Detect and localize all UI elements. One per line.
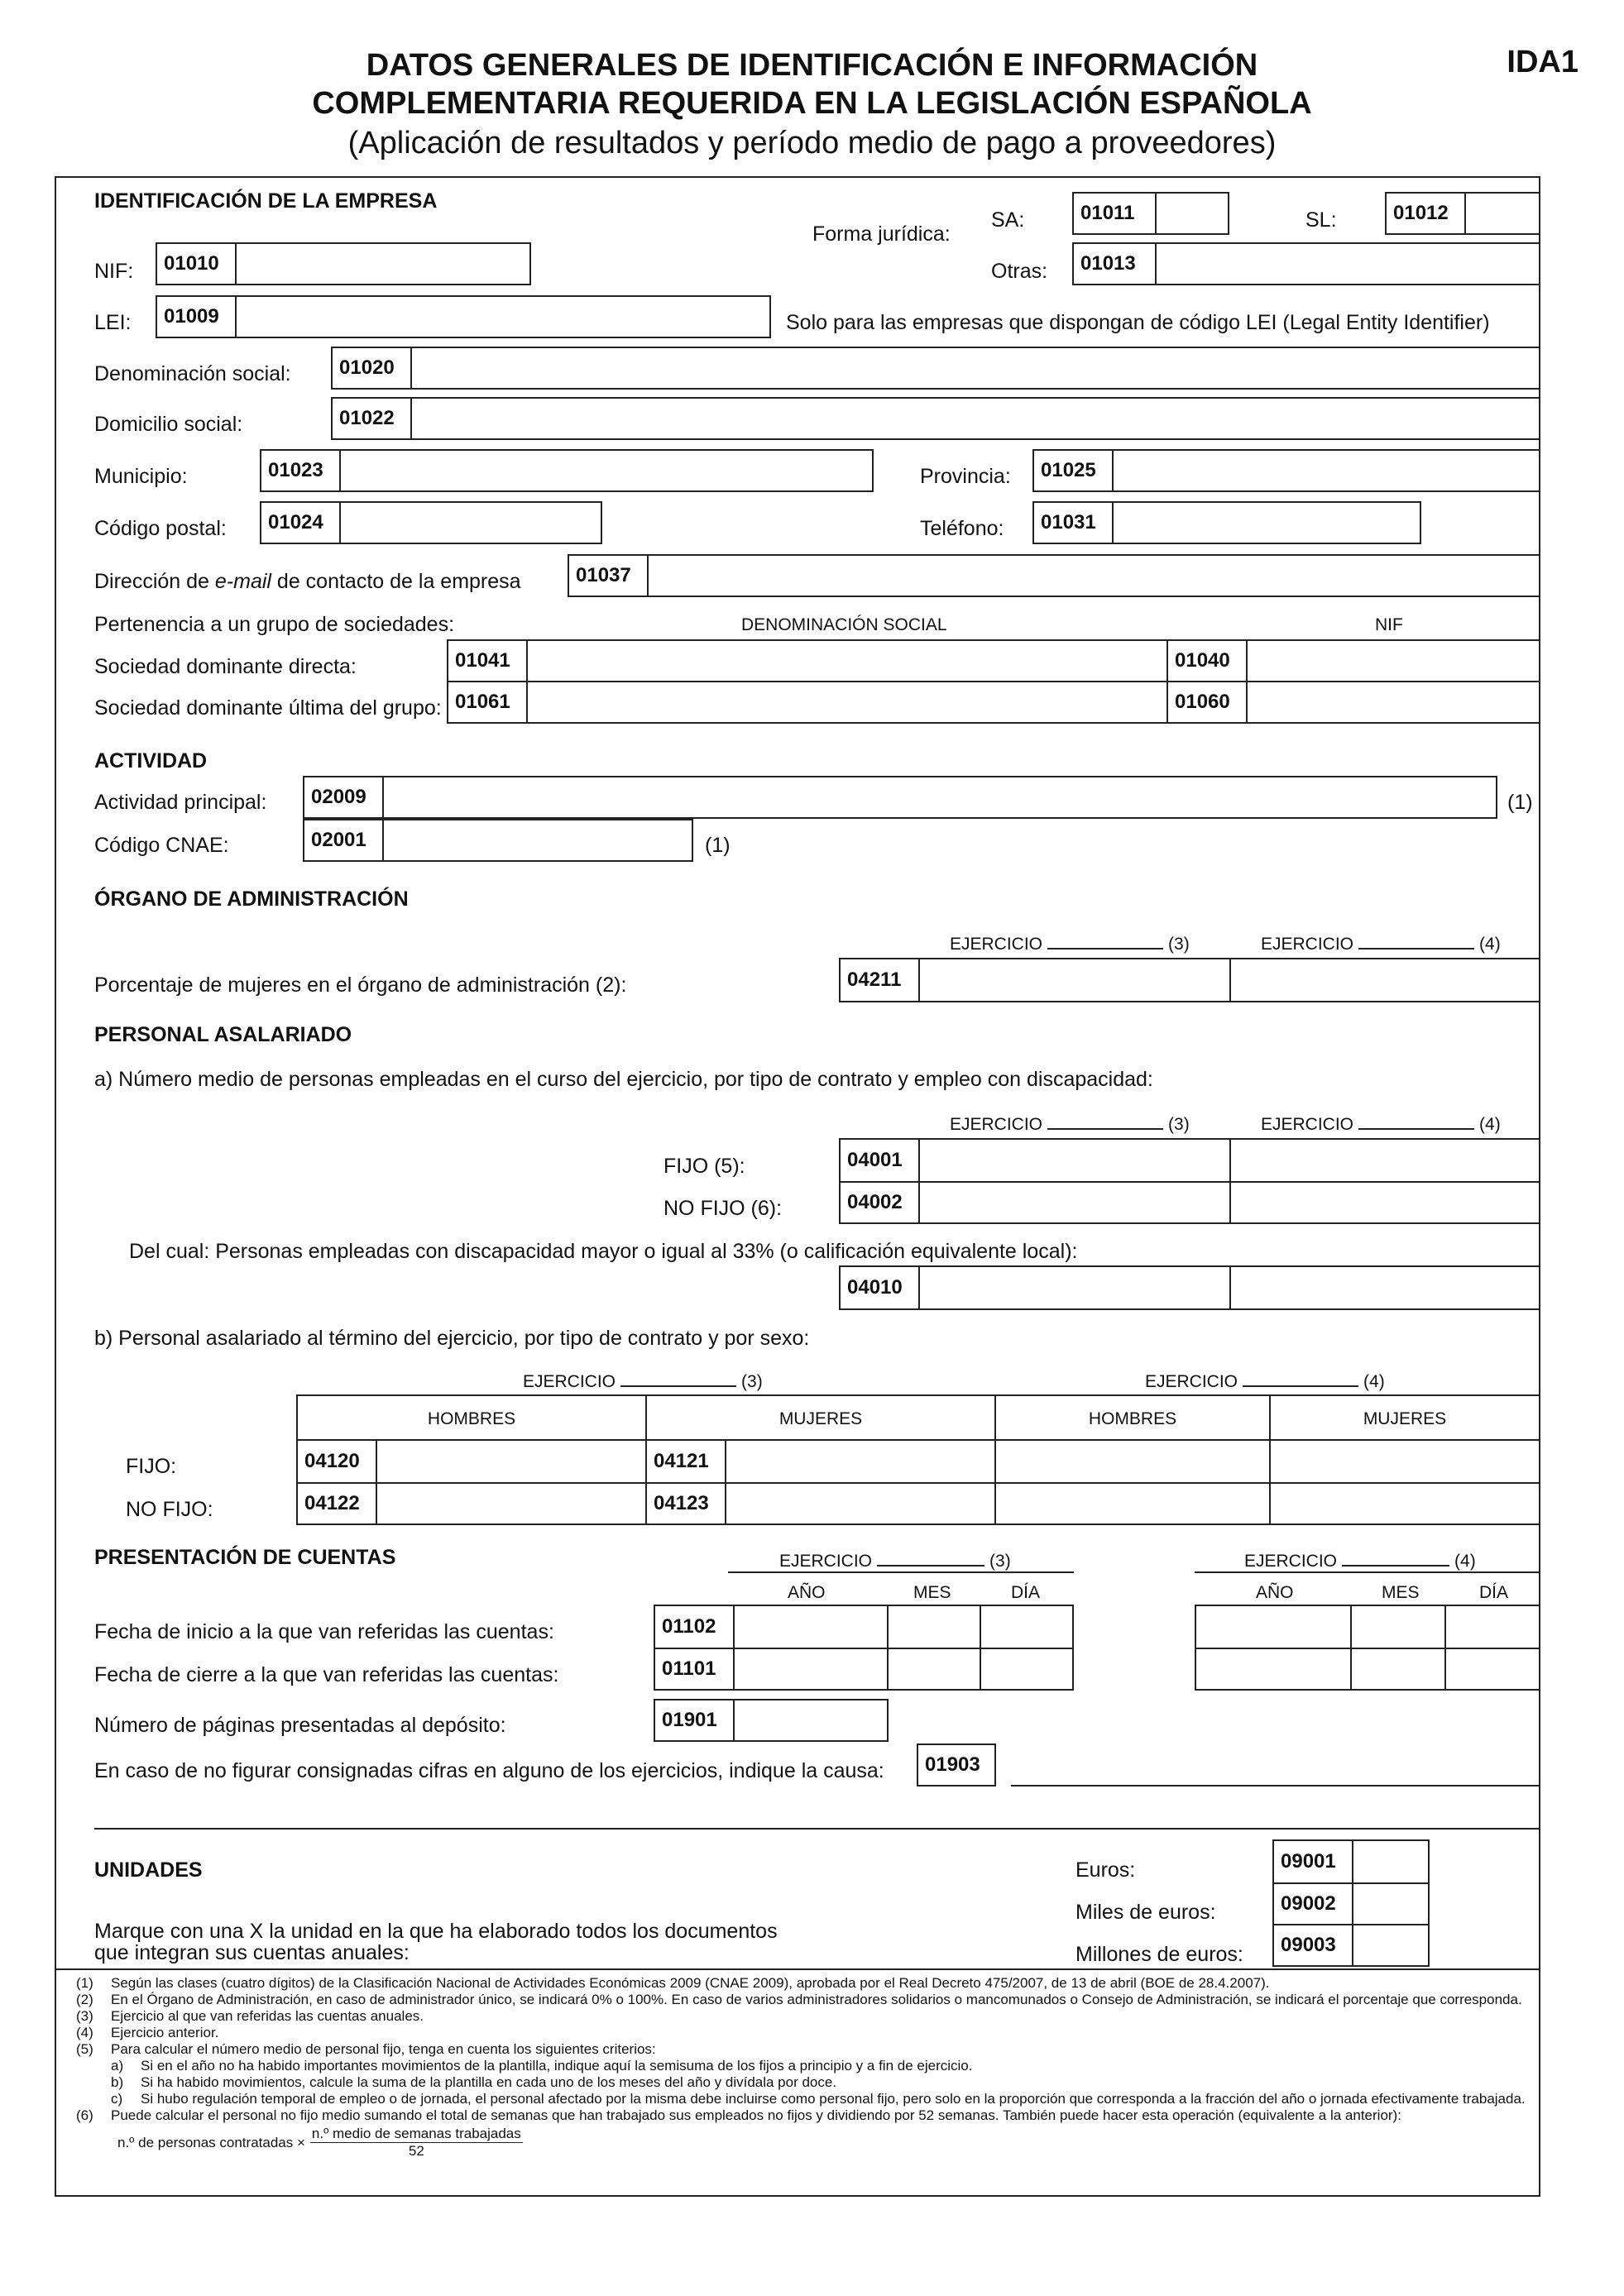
anio-4-header: AÑO — [1256, 1583, 1294, 1602]
nofijo-prev-field[interactable] — [1229, 1181, 1540, 1224]
dominante-directa-nif-code: 01040 — [1168, 641, 1248, 681]
fijo-code: 04001 — [841, 1140, 920, 1181]
euros-field[interactable] — [1272, 1839, 1430, 1884]
form-code: IDA1 — [1507, 45, 1578, 79]
otras-label: Otras: — [991, 260, 1048, 283]
nofijo-mujeres-field[interactable] — [645, 1482, 996, 1525]
lei-label: LEI: — [94, 311, 132, 334]
unidades-instr-line1: Marque con una X la unidad en la que ha elaborado todos los documentos — [94, 1920, 778, 1943]
lei-note: Solo para las empresas que dispongan de código LEI (Legal Entity Identifier) — [786, 311, 1490, 334]
dominante-ultima-nif-field[interactable] — [1167, 681, 1540, 724]
provincia-code: 01025 — [1034, 451, 1114, 490]
personal-ejercicio-4-header: EJERCICIO (4) — [1261, 1115, 1501, 1134]
unidades-instr-line2: que integran sus cuentas anuales: — [94, 1941, 410, 1964]
fecha-cierre-prev-dia-field[interactable] — [1444, 1648, 1540, 1691]
hombres-3-header: HOMBRES — [427, 1409, 516, 1428]
domicilio-field[interactable] — [331, 397, 1540, 440]
dominante-ultima-nif-code: 01060 — [1168, 682, 1248, 722]
miles-label: Miles de euros: — [1075, 1901, 1216, 1924]
codigo-postal-label: Código postal: — [94, 517, 227, 540]
footnote-6: (6) Puede calcular el personal no fijo medio sumando el total de semanas que han trabajado sus empleados no fijos y dividiendo por 52 semanas. También puede hacer esta operación (equivalente a la anterior): — [76, 2107, 1401, 2123]
section-organo: ÓRGANO DE ADMINISTRACIÓN — [94, 887, 409, 911]
actividad-principal-code: 02009 — [304, 777, 384, 817]
denominacion-code: 01020 — [333, 348, 412, 388]
dominante-ultima-code: 01061 — [448, 682, 528, 722]
mujeres-organo-label: Porcentaje de mujeres en el órgano de administración (2): — [94, 973, 627, 997]
lei-code: 01009 — [157, 297, 237, 337]
footnotes — [76, 1975, 1549, 2160]
paginas-code: 01901 — [655, 1700, 735, 1740]
discapacidad-field[interactable] — [839, 1265, 1231, 1310]
mujeres-4-header-cell — [1269, 1394, 1540, 1441]
footnote-5: (5) Para calcular el número medio de personal fijo, tenga en cuenta los siguientes criterios: — [76, 2041, 656, 2057]
nif-code: 01010 — [157, 244, 237, 284]
provincia-label: Provincia: — [920, 465, 1011, 488]
forma-juridica-label: Forma jurídica: — [812, 222, 951, 246]
fecha-inicio-prev-dia-field[interactable] — [1444, 1605, 1540, 1649]
section-divider — [94, 1828, 1540, 1830]
hombres-4-header-cell — [994, 1394, 1271, 1441]
section-identificacion: IDENTIFICACIÓN DE LA EMPRESA — [94, 189, 438, 213]
telefono-field[interactable] — [1032, 501, 1421, 544]
discapacidad-code: 04010 — [841, 1267, 920, 1308]
sl-label: SL: — [1305, 208, 1337, 232]
codigo-postal-code: 01024 — [261, 503, 341, 543]
dominante-directa-field[interactable] — [447, 639, 1168, 682]
presentacion-ej4-rule — [1195, 1571, 1540, 1573]
cnae-ref: (1) — [705, 834, 731, 857]
causa-code-box — [917, 1744, 996, 1787]
nofijo-hombres-code: 04122 — [298, 1484, 377, 1523]
sexo-ejercicio-4-header: EJERCICIO (4) — [1145, 1372, 1385, 1391]
fecha-cierre-mes-field[interactable] — [887, 1648, 981, 1691]
codigo-postal-field[interactable] — [260, 501, 602, 544]
actividad-principal-label: Actividad principal: — [94, 791, 267, 814]
email-label: Dirección de e-mail de contacto de la empresa — [94, 570, 521, 593]
nif-label: NIF: — [94, 260, 134, 283]
fecha-cierre-anio-field[interactable] — [654, 1648, 889, 1691]
telefono-label: Teléfono: — [920, 517, 1004, 540]
nofijo-hombres-field[interactable] — [296, 1482, 647, 1525]
fecha-cierre-prev-mes-field[interactable] — [1350, 1648, 1446, 1691]
fecha-cierre-prev-anio-field[interactable] — [1195, 1648, 1352, 1691]
millones-code: 09003 — [1274, 1925, 1353, 1965]
presentacion-ejercicio-4-header: EJERCICIO (4) — [1244, 1552, 1476, 1571]
footnote-5b: b) Si ha habido movimientos, calcule la suma de la plantilla en cada uno de los meses del año y divídala por doce. — [111, 2074, 837, 2090]
personal-ejercicio-3-header: EJERCICIO (3) — [950, 1115, 1190, 1134]
sa-label: SA: — [991, 208, 1025, 232]
actividad-principal-field[interactable] — [303, 776, 1497, 819]
mujeres-organo-prev-field[interactable] — [1229, 958, 1540, 1002]
mes-3-header: MES — [913, 1583, 951, 1602]
formula — [76, 2126, 1549, 2160]
paginas-field[interactable] — [654, 1699, 889, 1742]
dominante-ultima-field[interactable] — [447, 681, 1168, 724]
millones-label: Millones de euros: — [1075, 1943, 1243, 1966]
mujeres-organo-code: 04211 — [841, 959, 920, 1001]
fijo-label: FIJO (5): — [663, 1155, 745, 1178]
email-field[interactable] — [568, 554, 1540, 597]
domicilio-label: Domicilio social: — [94, 413, 243, 436]
section-unidades: UNIDADES — [94, 1858, 203, 1882]
cnae-code: 02001 — [304, 820, 384, 860]
municipio-code: 01023 — [261, 451, 341, 490]
dia-3-header: DÍA — [1011, 1583, 1041, 1602]
fijo-prev-field[interactable] — [1229, 1138, 1540, 1183]
sa-field[interactable] — [1072, 192, 1229, 235]
sl-code: 01012 — [1387, 194, 1466, 233]
email-code: 01037 — [569, 556, 649, 596]
personal-a-label: a) Número medio de personas empleadas en el curso del ejercicio, por tipo de contrato y empleo con discapacidad: — [94, 1068, 1153, 1091]
cnae-field[interactable] — [303, 819, 693, 862]
presentacion-ej3-rule — [728, 1571, 1074, 1573]
form-title-line-1: DATOS GENERALES DE IDENTIFICACIÓN E INFORMACIÓN — [366, 48, 1258, 83]
nofijo-mujeres-code: 04123 — [647, 1484, 726, 1523]
form-title-line-2: COMPLEMENTARIA REQUERIDA EN LA LEGISLACIÓN ESPAÑOLA — [312, 86, 1312, 121]
footnote-1: (1) Según las clases (cuatro dígitos) de la Clasificación Nacional de Actividades Económicas 2009 (CNAE 2009), aprobada por el Real Decreto 475/2007, de 13 de abril (BOE de 28.4.2007). — [76, 1975, 1270, 1991]
nif-field[interactable] — [156, 242, 531, 285]
discapacidad-label: Del cual: Personas empleadas con discapacidad mayor o igual al 33% (o calificación equivalente local): — [129, 1240, 1078, 1263]
fecha-inicio-prev-mes-field[interactable] — [1350, 1605, 1446, 1649]
footnote-2: (2) En el Órgano de Administración, en caso de administrador único, se indicará 0% o 100%. En caso de varios administradores solidarios o mancomunados o Consejo de Administración, se indicará el porcentaje que corresponda. — [76, 1992, 1522, 2007]
fecha-inicio-dia-field[interactable] — [980, 1605, 1074, 1649]
footnote-5a: a) Si en el año no ha habido importantes movimientos de la plantilla, indique aquí la semisuma de los fijos a principio y a fin de ejercicio. — [111, 2058, 973, 2074]
fecha-cierre-code: 01101 — [655, 1649, 735, 1689]
fecha-cierre-label: Fecha de cierre a la que van referidas las cuentas: — [94, 1663, 559, 1686]
cnae-label: Código CNAE: — [94, 834, 229, 857]
formula-fraction — [310, 2126, 523, 2160]
euros-code: 09001 — [1274, 1841, 1353, 1882]
formula-denominator: 52 — [408, 2143, 424, 2159]
municipio-label: Municipio: — [94, 465, 188, 488]
mujeres-3-header: MUJERES — [778, 1409, 863, 1428]
nofijo-code: 04002 — [841, 1183, 920, 1222]
mujeres-3-header-cell — [645, 1394, 996, 1441]
hombres-4-header: HOMBRES — [1088, 1409, 1177, 1428]
fijo-hombres-prev-field[interactable] — [994, 1439, 1271, 1484]
formula-left: n.º de personas contratadas × — [117, 2134, 305, 2150]
footnote-4: (4) Ejercicio anterior. — [76, 2025, 219, 2040]
organo-ejercicio-4-header: EJERCICIO (4) — [1261, 935, 1501, 954]
nofijo-hombres-prev-field[interactable] — [994, 1482, 1271, 1525]
discapacidad-prev-field[interactable] — [1229, 1265, 1540, 1310]
fijo-mujeres-field[interactable] — [645, 1439, 996, 1484]
fijo-b-label: FIJO: — [126, 1455, 177, 1478]
formula-numerator: n.º medio de semanas trabajadas — [311, 2126, 521, 2141]
dia-4-header: DÍA — [1479, 1583, 1509, 1602]
sl-field[interactable] — [1385, 192, 1540, 235]
millones-field[interactable] — [1272, 1924, 1430, 1967]
anio-3-header: AÑO — [788, 1583, 826, 1602]
causa-code: 01903 — [925, 1753, 980, 1776]
notes-divider — [55, 1968, 1540, 1970]
fecha-inicio-code: 01102 — [655, 1606, 735, 1648]
fijo-mujeres-code: 04121 — [647, 1441, 726, 1482]
dominante-ultima-label: Sociedad dominante última del grupo: — [94, 696, 442, 720]
telefono-code: 01031 — [1034, 503, 1114, 543]
sa-code: 01011 — [1074, 194, 1157, 233]
otras-field[interactable] — [1072, 242, 1540, 285]
otras-code: 01013 — [1074, 244, 1157, 284]
personal-b-label: b) Personal asalariado al término del ejercicio, por tipo de contrato y por sexo: — [94, 1327, 810, 1350]
hombres-3-header-cell — [296, 1394, 647, 1441]
nofijo-field[interactable] — [839, 1181, 1231, 1224]
form-subtitle: (Aplicación de resultados y período medio de pago a proveedores) — [347, 126, 1277, 160]
fecha-inicio-label: Fecha de inicio a la que van referidas las cuentas: — [94, 1620, 554, 1643]
miles-code: 09002 — [1274, 1884, 1353, 1924]
actividad-principal-ref: (1) — [1507, 791, 1533, 814]
causa-field[interactable] — [1011, 1785, 1540, 1787]
grupo-label: Pertenencia a un grupo de sociedades: — [94, 613, 455, 636]
nofijo-label: NO FIJO (6): — [663, 1197, 783, 1220]
presentacion-ejercicio-3-header: EJERCICIO (3) — [779, 1552, 1011, 1571]
fecha-cierre-dia-field[interactable] — [980, 1648, 1074, 1691]
fecha-inicio-mes-field[interactable] — [887, 1605, 981, 1649]
lei-field[interactable] — [156, 295, 771, 338]
fijo-mujeres-prev-field[interactable] — [1269, 1439, 1540, 1484]
footnote-3: (3) Ejercicio al que van referidas las cuentas anuales. — [76, 2008, 424, 2024]
paginas-label: Número de páginas presentadas al depósito: — [94, 1714, 506, 1737]
organo-ejercicio-3-header: EJERCICIO (3) — [950, 935, 1190, 954]
dominante-directa-label: Sociedad dominante directa: — [94, 655, 357, 678]
domicilio-code: 01022 — [333, 399, 412, 438]
provincia-field[interactable] — [1032, 449, 1540, 492]
mujeres-organo-field[interactable] — [839, 958, 1231, 1002]
causa-label: En caso de no figurar consignadas cifras en alguno de los ejercicios, indique la causa: — [94, 1759, 884, 1782]
denominacion-field[interactable] — [331, 347, 1540, 390]
fecha-inicio-anio-field[interactable] — [654, 1605, 889, 1649]
mes-4-header: MES — [1382, 1583, 1420, 1602]
fijo-hombres-field[interactable] — [296, 1439, 647, 1484]
section-personal: PERSONAL ASALARIADO — [94, 1023, 352, 1046]
col-nif-header: NIF — [1375, 615, 1403, 634]
euros-label: Euros: — [1075, 1858, 1136, 1882]
municipio-field[interactable] — [260, 449, 874, 492]
fijo-hombres-code: 04120 — [298, 1441, 377, 1482]
section-actividad: ACTIVIDAD — [94, 749, 208, 773]
miles-field[interactable] — [1272, 1882, 1430, 1925]
fijo-field[interactable] — [839, 1138, 1231, 1183]
mujeres-4-header: MUJERES — [1363, 1409, 1447, 1428]
footnote-5c: c) Si hubo regulación temporal de empleo o de jornada, el personal afectado por la misma debe incluirse como personal fijo, pero solo en la proporción que corresponda a la fracción del año o jornada efectivamente trabajada. — [111, 2091, 1526, 2107]
fecha-inicio-prev-anio-field[interactable] — [1195, 1605, 1352, 1649]
denominacion-label: Denominación social: — [94, 362, 291, 385]
sexo-ejercicio-3-header: EJERCICIO (3) — [523, 1372, 763, 1391]
dominante-directa-nif-field[interactable] — [1167, 639, 1540, 682]
col-denominacion-header: DENOMINACIÓN SOCIAL — [741, 615, 947, 634]
nofijo-mujeres-prev-field[interactable] — [1269, 1482, 1540, 1525]
nofijo-b-label: NO FIJO: — [126, 1498, 213, 1521]
section-presentacion: PRESENTACIÓN DE CUENTAS — [94, 1546, 396, 1569]
dominante-directa-code: 01041 — [448, 641, 528, 681]
